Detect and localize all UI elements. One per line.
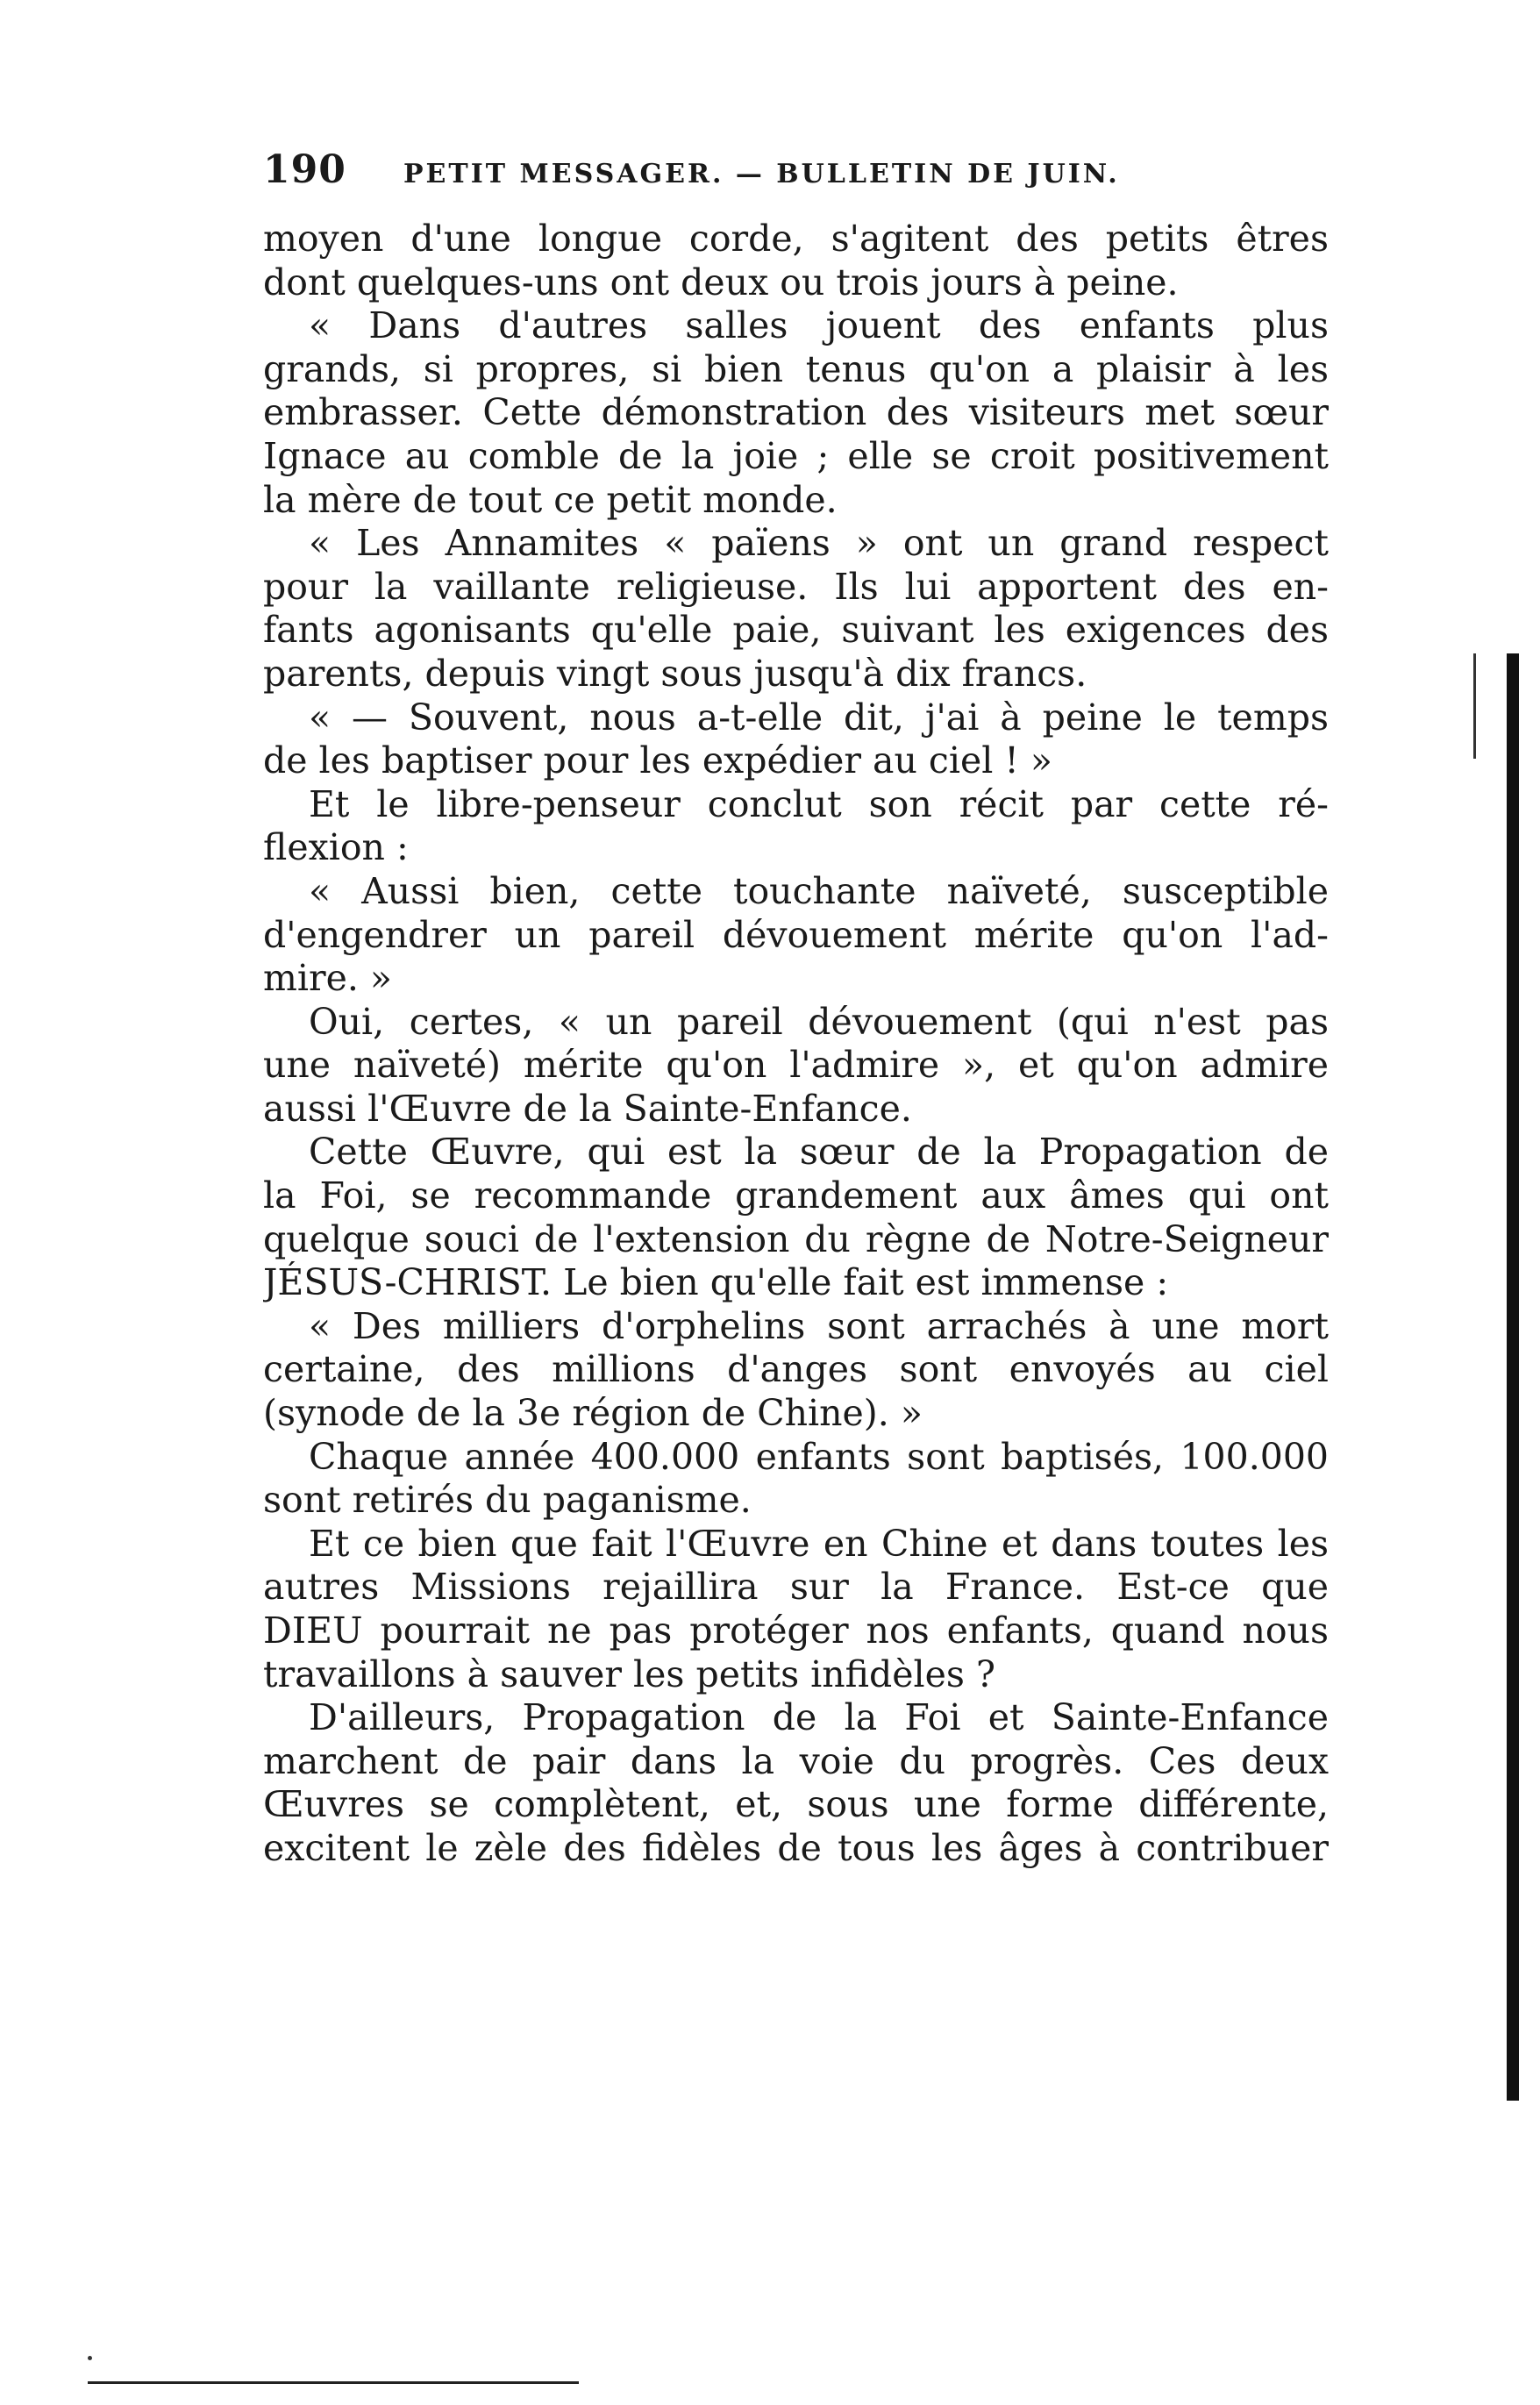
running-head (263, 147, 1351, 200)
margin-tick-mark (1473, 653, 1476, 759)
text-line: Cette Œuvre, qui est la sœur de la Propagation de (309, 1131, 1329, 1174)
text-line: Et le libre-penseur conclut son récit par cette ré- (309, 782, 1329, 825)
text-line: Ignace au comble de la joie ; elle se croit positivement (263, 434, 1329, 477)
text-line: parents, depuis vingt sous jusqu'à dix francs. (263, 652, 1087, 695)
running-title: PETIT MESSAGER. — BULLETIN DE JUIN. (403, 159, 1120, 189)
text-line: D'ailleurs, Propagation de la Foi et Sainte-Enfance (309, 1696, 1329, 1739)
text-line: marchent de pair dans la voie du progrès. Ces deux (263, 1739, 1329, 1782)
text-line: flexion : (263, 826, 409, 869)
text-line: aussi l'Œuvre de la Sainte-Enfance. (263, 1087, 912, 1130)
text-line: excitent le zèle des fidèles de tous les âges à contribuer (263, 1826, 1329, 1869)
text-line: pour la vaillante religieuse. Ils lui apportent des en- (263, 565, 1329, 608)
text-line: certaine, des millions d'anges sont envoyés au ciel (263, 1348, 1329, 1391)
text-line: JÉSUS-CHRIST. Le bien qu'elle fait est immense : (263, 1261, 1169, 1304)
text-line: moyen d'une longue corde, s'agitent des petits êtres (263, 218, 1329, 260)
text-line: Et ce bien que fait l'Œuvre en Chine et dans toutes les (309, 1522, 1329, 1565)
text-line: la Foi, se recommande grandement aux âmes qui ont (263, 1174, 1329, 1217)
text-line: Œuvres se complètent, et, sous une forme différente, (263, 1783, 1329, 1826)
text-line: la mère de tout ce petit monde. (263, 478, 838, 521)
text-line: une naïveté) mérite qu'on l'admire », et qu'on admire (263, 1044, 1329, 1087)
margin-scan-edge (1507, 653, 1519, 2101)
text-line: d'engendrer un pareil dévouement mérite qu'on l'ad- (263, 913, 1329, 956)
text-line: de les baptiser pour les expédier au ciel ! » (263, 739, 1052, 782)
footer-rule (88, 2381, 579, 2384)
text-line: travaillons à sauver les petits infidèles ? (263, 1652, 995, 1695)
text-line: sont retirés du paganisme. (263, 1479, 752, 1522)
text-line: « — Souvent, nous a-t-elle dit, j'ai à peine le temps (309, 696, 1329, 739)
text-line: mire. » (263, 957, 393, 1000)
text-line: « Aussi bien, cette touchante naïveté, susceptible (309, 869, 1329, 912)
text-line: quelque souci de l'extension du règne de Notre-Seigneur (263, 1217, 1329, 1260)
text-line: « Dans d'autres salles jouent des enfants plus (309, 304, 1329, 347)
text-line: Oui, certes, « un pareil dévouement (qui n'est pas (309, 1000, 1329, 1043)
text-line: autres Missions rejaillira sur la France. Est-ce que (263, 1566, 1329, 1609)
page-number: 190 (263, 147, 346, 192)
ink-speck (88, 2356, 92, 2360)
text-line: DIEU pourrait ne pas protéger nos enfants, quand nous (263, 1609, 1329, 1652)
text-line: « Des milliers d'orphelins sont arrachés à une mort (309, 1304, 1329, 1347)
text-line: Chaque année 400.000 enfants sont baptisés, 100.000 (309, 1435, 1329, 1478)
text-line: grands, si propres, si bien tenus qu'on a plaisir à les (263, 347, 1329, 390)
text-line: (synode de la 3e région de Chine). » (263, 1392, 923, 1435)
text-line: fants agonisants qu'elle paie, suivant les exigences des (263, 609, 1329, 652)
body-text (263, 218, 1329, 1871)
text-line: embrasser. Cette démonstration des visiteurs met sœur (263, 391, 1329, 434)
text-line: « Les Annamites « païens » ont un grand respect (309, 522, 1329, 565)
text-line: dont quelques-uns ont deux ou trois jours à peine. (263, 260, 1179, 303)
